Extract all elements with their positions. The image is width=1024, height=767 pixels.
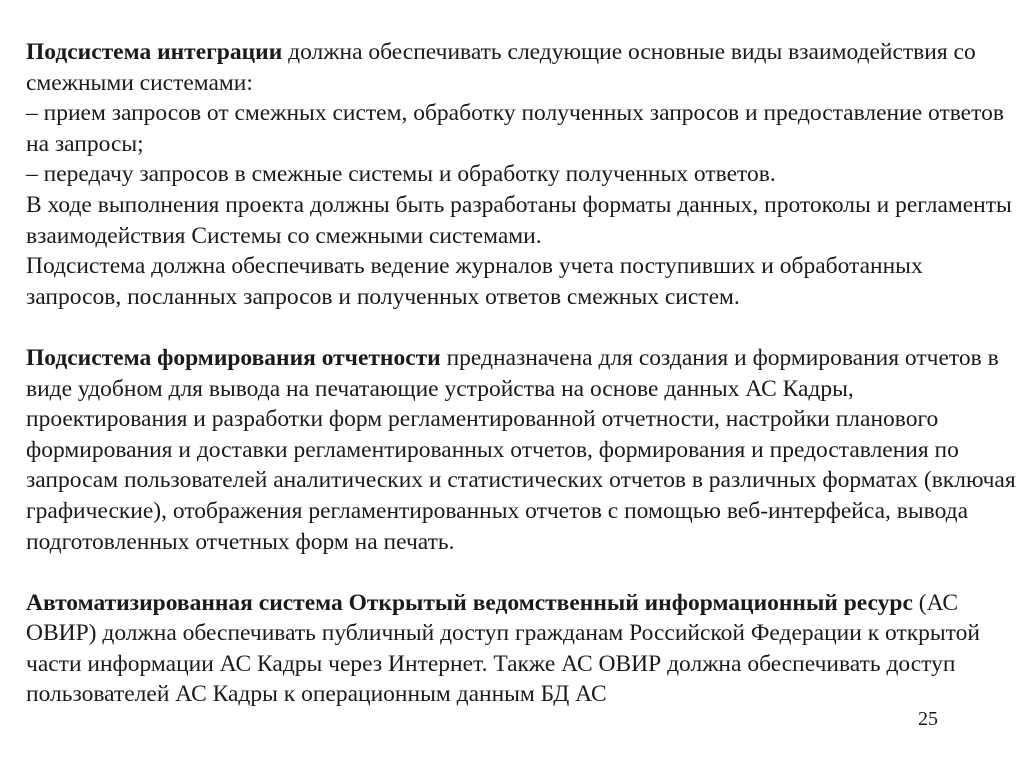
integration-formats-paragraph: В ходе выполнения проекта должны быть разработаны форматы данных, протоколы и регламенты взаимодействия Системы со смежными системами. [26, 191, 1012, 249]
integration-list-item: – передачу запросов в смежные системы и обработку полученных ответов. [26, 161, 776, 188]
reporting-subsystem-text: предназначена для создания и формирования отчетов в виде удобном для вывода на печатающие устройства на основе данных АС Кадры, проектирования и разработки форм регламентированной отчетности, настройки планового формирования и доставки регламентированных отчетов, формирования и предоставления по запросам пользователей аналитических и статистических отчетов в различных форматах (включая графические), отображения регламентированных отчетов с помощью веб-интерфейса, вывода подготовленных отчетных форм на печать. [26, 344, 1016, 555]
slide-body [26, 37, 1016, 710]
integration-subsystem-intro-text: должна обеспечивать следующие основные виды взаимодействия со смежными системами: [26, 39, 976, 96]
integration-subsystem-heading: Подсистема интеграции [26, 39, 283, 65]
reporting-subsystem-heading: Подсистема формирования отчетности [26, 344, 441, 371]
reporting-subsystem-paragraph [26, 343, 1016, 557]
page-number: 25 [918, 708, 938, 730]
integration-subsystem-intro [26, 37, 1016, 98]
integration-journals-paragraph: Подсистема должна обеспечивать ведение журналов учета поступивших и обработанных запросов, посланных запросов и полученных ответов смежных систем. [26, 253, 923, 310]
ovir-system-text: (АС ОВИР) должна обеспечивать публичный доступ гражданам Российской Федерации к открытой части информации АС Кадры через Интернет. Также АС ОВИР должна обеспечивать доступ пользователей АС Кадры к операционным данным БД АС [26, 589, 980, 708]
paragraph-spacer [26, 312, 1016, 343]
paragraph-spacer [26, 557, 1016, 588]
ovir-system-paragraph [26, 588, 1016, 710]
ovir-system-heading: Автоматизированная система Открытый ведомственный информационный ресурс [26, 589, 913, 616]
integration-list-item: – прием запросов от смежных систем, обработку полученных запросов и предоставление ответов на запросы; [26, 100, 1004, 157]
